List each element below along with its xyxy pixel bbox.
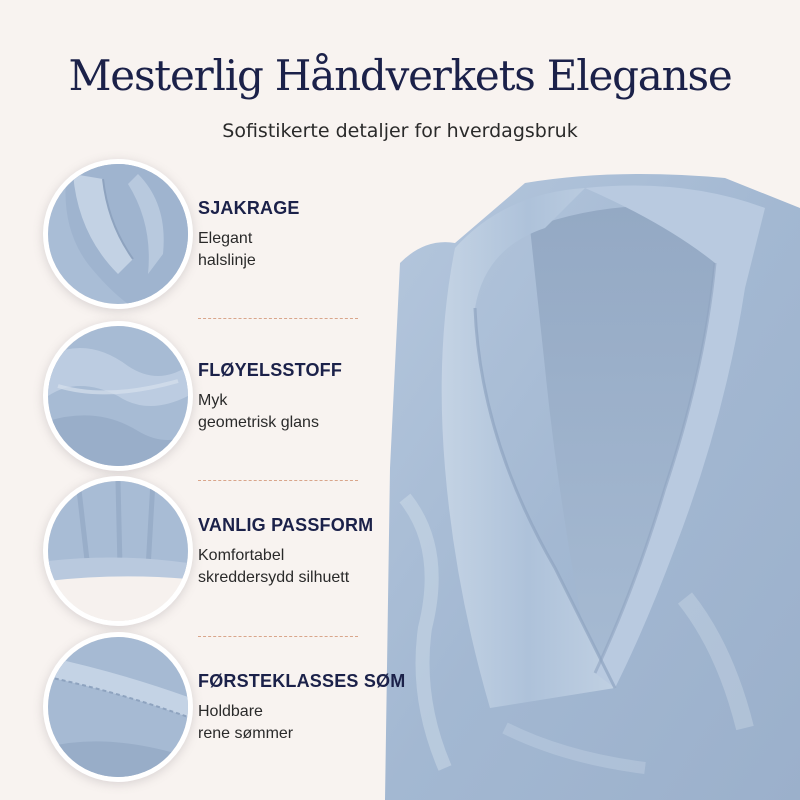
feature-title: FLØYELSSTOFF [198, 360, 343, 380]
feature-description-line: Elegant [198, 230, 253, 247]
feature-description-line: geometrisk glans [198, 414, 319, 431]
feature-velvet-fabric [0, 326, 400, 466]
regular-fit-thumbnail [48, 481, 188, 621]
page-title: Mesterlig Håndverkets Eleganse [68, 51, 732, 100]
feature-title: SJAKRAGE [198, 198, 300, 218]
feature-title: VANLIG PASSFORM [198, 515, 374, 535]
feature-title: FØRSTEKLASSES SØM [198, 671, 406, 691]
feature-divider [198, 318, 358, 319]
shawl-collar-thumbnail [48, 164, 188, 304]
feature-description-line: rene sømmer [198, 725, 294, 742]
feature-description-line: Holdbare [198, 703, 263, 720]
page-subtitle: Sofistikerte detaljer for hverdagsbruk [222, 120, 578, 142]
feature-description-line: Komfortabel [198, 547, 285, 564]
feature-description-line: halslinje [198, 252, 256, 269]
feature-description-line: Myk [198, 392, 228, 409]
feature-premium-seams [0, 637, 406, 777]
feature-shawl-collar [0, 164, 400, 304]
premium-seams-thumbnail [48, 637, 188, 777]
velvet-fabric-thumbnail [48, 326, 188, 466]
feature-regular-fit [0, 481, 400, 621]
feature-description-line: skreddersydd silhuett [198, 569, 350, 586]
velvet-top-image [385, 168, 800, 800]
